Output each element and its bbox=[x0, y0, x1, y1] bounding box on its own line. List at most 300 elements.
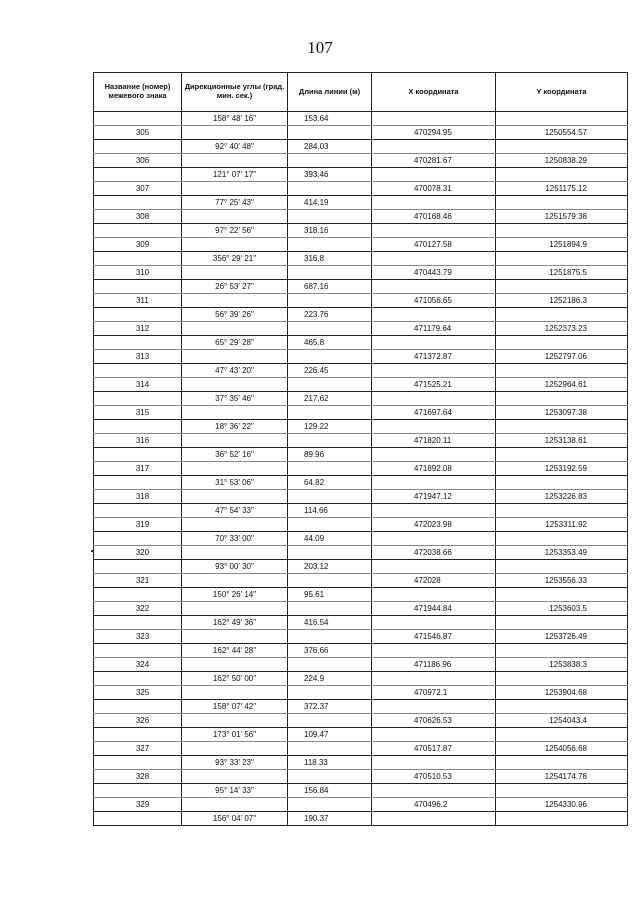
table-row-point bbox=[94, 490, 628, 504]
cell-y: 1251875.5 bbox=[496, 266, 628, 280]
cell-y bbox=[496, 168, 628, 182]
cell-length bbox=[288, 518, 372, 532]
cell-x: 471697.64 bbox=[372, 406, 496, 420]
cell-length: 129.22 bbox=[288, 420, 372, 434]
cell-name bbox=[94, 532, 182, 546]
cell-length: 153.64 bbox=[288, 112, 372, 126]
cell-angle: 173° 01' 56" bbox=[182, 728, 288, 742]
cell-length: 226.45 bbox=[288, 364, 372, 378]
cell-x: 471546.87 bbox=[372, 630, 496, 644]
cell-x bbox=[372, 336, 496, 350]
cell-x: 470078.31 bbox=[372, 182, 496, 196]
cell-length bbox=[288, 574, 372, 588]
table-body bbox=[94, 112, 628, 826]
cell-length bbox=[288, 238, 372, 252]
cell-name bbox=[94, 224, 182, 238]
table-row-segment bbox=[94, 476, 628, 490]
table-row-point bbox=[94, 686, 628, 700]
cell-angle bbox=[182, 546, 288, 560]
cell-y: 1252186.3 bbox=[496, 294, 628, 308]
cell-length bbox=[288, 126, 372, 140]
cell-y bbox=[496, 560, 628, 574]
cell-length: 284.03 bbox=[288, 140, 372, 154]
cell-x: 470281.67 bbox=[372, 154, 496, 168]
cell-y: 1254174.78 bbox=[496, 770, 628, 784]
cell-angle: 36° 52' 16" bbox=[182, 448, 288, 462]
cell-angle bbox=[182, 490, 288, 504]
cell-y: 1251175.12 bbox=[496, 182, 628, 196]
cell-name: 323 bbox=[94, 630, 182, 644]
cell-angle: 47° 43' 20" bbox=[182, 364, 288, 378]
cell-angle bbox=[182, 378, 288, 392]
cell-x: 472028 bbox=[372, 574, 496, 588]
cell-name: 326 bbox=[94, 714, 182, 728]
cell-y: 1253603.5 bbox=[496, 602, 628, 616]
cell-angle: 121° 07' 17" bbox=[182, 168, 288, 182]
cell-length bbox=[288, 350, 372, 364]
header-name: Название (номер) межевого знака bbox=[94, 73, 182, 112]
table-row-segment bbox=[94, 448, 628, 462]
cell-length: 156.84 bbox=[288, 784, 372, 798]
cell-name: 329 bbox=[94, 798, 182, 812]
cell-angle bbox=[182, 798, 288, 812]
cell-angle: 162° 44' 28" bbox=[182, 644, 288, 658]
cell-angle: 95° 14' 33" bbox=[182, 784, 288, 798]
cell-x bbox=[372, 700, 496, 714]
cell-name bbox=[94, 420, 182, 434]
table-row-point bbox=[94, 630, 628, 644]
cell-y bbox=[496, 196, 628, 210]
cell-x: 472023.98 bbox=[372, 518, 496, 532]
cell-name bbox=[94, 560, 182, 574]
cell-x: 470517.87 bbox=[372, 742, 496, 756]
cell-y: 1254056.68 bbox=[496, 742, 628, 756]
cell-length bbox=[288, 798, 372, 812]
cell-x bbox=[372, 168, 496, 182]
cell-x: 470127.58 bbox=[372, 238, 496, 252]
cell-angle bbox=[182, 686, 288, 700]
cell-angle bbox=[182, 210, 288, 224]
cell-name bbox=[94, 756, 182, 770]
cell-name bbox=[94, 364, 182, 378]
cell-angle bbox=[182, 182, 288, 196]
cell-length: 224.9 bbox=[288, 672, 372, 686]
cell-length bbox=[288, 266, 372, 280]
table-row-segment bbox=[94, 784, 628, 798]
cell-x bbox=[372, 644, 496, 658]
table-row-segment bbox=[94, 224, 628, 238]
cell-length: 89.96 bbox=[288, 448, 372, 462]
table-row-segment bbox=[94, 672, 628, 686]
cell-name bbox=[94, 196, 182, 210]
cell-angle bbox=[182, 322, 288, 336]
cell-angle: 18° 36' 22" bbox=[182, 420, 288, 434]
cell-y: 1253838.3 bbox=[496, 658, 628, 672]
table-row-segment bbox=[94, 756, 628, 770]
cell-x bbox=[372, 756, 496, 770]
cell-angle bbox=[182, 658, 288, 672]
cell-name bbox=[94, 504, 182, 518]
cell-name: 313 bbox=[94, 350, 182, 364]
cell-angle: 31° 53' 06" bbox=[182, 476, 288, 490]
cell-length bbox=[288, 714, 372, 728]
cell-name bbox=[94, 252, 182, 266]
cell-y: 1253353.49 bbox=[496, 546, 628, 560]
cell-name: 308 bbox=[94, 210, 182, 224]
table-row-segment bbox=[94, 168, 628, 182]
cell-x: 470294.95 bbox=[372, 126, 496, 140]
cell-length bbox=[288, 210, 372, 224]
cell-y bbox=[496, 532, 628, 546]
cell-name bbox=[94, 784, 182, 798]
cell-angle bbox=[182, 518, 288, 532]
cell-angle: 77° 25' 43" bbox=[182, 196, 288, 210]
cell-angle: 162° 50' 00" bbox=[182, 672, 288, 686]
cell-name: 306 bbox=[94, 154, 182, 168]
cell-name: 318 bbox=[94, 490, 182, 504]
cell-length: 190.37 bbox=[288, 812, 372, 826]
cell-x bbox=[372, 392, 496, 406]
cell-x: 471820.11 bbox=[372, 434, 496, 448]
cell-y bbox=[496, 672, 628, 686]
cell-length: 223.76 bbox=[288, 308, 372, 322]
table-row-point bbox=[94, 462, 628, 476]
cell-y: 1253311.92 bbox=[496, 518, 628, 532]
cell-x: 470496.2 bbox=[372, 798, 496, 812]
cell-x bbox=[372, 476, 496, 490]
cell-y bbox=[496, 364, 628, 378]
cell-angle bbox=[182, 154, 288, 168]
cell-length: 64.82 bbox=[288, 476, 372, 490]
cell-x: 471944.84 bbox=[372, 602, 496, 616]
cell-x bbox=[372, 112, 496, 126]
cell-y bbox=[496, 252, 628, 266]
cell-x: 471186.96 bbox=[372, 658, 496, 672]
cell-name: 317 bbox=[94, 462, 182, 476]
cell-x bbox=[372, 532, 496, 546]
table-row-segment bbox=[94, 532, 628, 546]
cell-angle bbox=[182, 630, 288, 644]
cell-x: 470626.53 bbox=[372, 714, 496, 728]
cell-name: 310 bbox=[94, 266, 182, 280]
table-row-segment bbox=[94, 252, 628, 266]
cell-name bbox=[94, 812, 182, 826]
cell-x: 471372.87 bbox=[372, 350, 496, 364]
cell-x bbox=[372, 784, 496, 798]
table-row-segment bbox=[94, 280, 628, 294]
cell-angle: 93° 33' 23" bbox=[182, 756, 288, 770]
table-row-point bbox=[94, 406, 628, 420]
cell-length bbox=[288, 434, 372, 448]
cell-angle bbox=[182, 714, 288, 728]
table-row-segment bbox=[94, 728, 628, 742]
cell-length: 118.33 bbox=[288, 756, 372, 770]
cell-angle bbox=[182, 406, 288, 420]
cell-length bbox=[288, 490, 372, 504]
table-row-point bbox=[94, 266, 628, 280]
cell-length bbox=[288, 686, 372, 700]
cell-y bbox=[496, 812, 628, 826]
cell-name bbox=[94, 112, 182, 126]
cell-length bbox=[288, 742, 372, 756]
cell-y bbox=[496, 644, 628, 658]
cell-y: 1253097.38 bbox=[496, 406, 628, 420]
cell-x bbox=[372, 252, 496, 266]
cell-length bbox=[288, 770, 372, 784]
cell-name: 315 bbox=[94, 406, 182, 420]
table-row-point bbox=[94, 574, 628, 588]
cell-angle: 65° 29' 28" bbox=[182, 336, 288, 350]
cell-name bbox=[94, 168, 182, 182]
cell-x bbox=[372, 448, 496, 462]
cell-x bbox=[372, 504, 496, 518]
table-row-segment bbox=[94, 336, 628, 350]
cell-length: 316.8 bbox=[288, 252, 372, 266]
cell-x bbox=[372, 280, 496, 294]
cell-length bbox=[288, 322, 372, 336]
cell-angle bbox=[182, 574, 288, 588]
cell-length: 372.37 bbox=[288, 700, 372, 714]
cell-x: 470972.1 bbox=[372, 686, 496, 700]
cell-y bbox=[496, 140, 628, 154]
cell-x bbox=[372, 672, 496, 686]
table-row-point bbox=[94, 714, 628, 728]
cell-name bbox=[94, 672, 182, 686]
cell-angle: 158° 07' 42" bbox=[182, 700, 288, 714]
header-y: Y координата bbox=[496, 73, 628, 112]
table-row-segment bbox=[94, 700, 628, 714]
cell-length bbox=[288, 462, 372, 476]
cell-y: 1254330.96 bbox=[496, 798, 628, 812]
table-row-point bbox=[94, 770, 628, 784]
cell-x: 471056.65 bbox=[372, 294, 496, 308]
cell-y bbox=[496, 476, 628, 490]
cell-y bbox=[496, 392, 628, 406]
cell-angle: 162° 49' 36" bbox=[182, 616, 288, 630]
cell-name bbox=[94, 448, 182, 462]
cell-name bbox=[94, 476, 182, 490]
cell-angle bbox=[182, 294, 288, 308]
table-row-segment bbox=[94, 364, 628, 378]
page-number: 107 bbox=[307, 38, 333, 57]
cell-x: 470510.53 bbox=[372, 770, 496, 784]
cell-y bbox=[496, 224, 628, 238]
cell-angle bbox=[182, 434, 288, 448]
cell-y: 1253192.59 bbox=[496, 462, 628, 476]
cell-name bbox=[94, 336, 182, 350]
table-row-point bbox=[94, 322, 628, 336]
cell-angle bbox=[182, 266, 288, 280]
header-x: X координата bbox=[372, 73, 496, 112]
table-row-point bbox=[94, 798, 628, 812]
boundary-coordinates-table bbox=[93, 72, 628, 826]
table-header-row bbox=[94, 73, 628, 112]
cell-length: 414.19 bbox=[288, 196, 372, 210]
cell-y bbox=[496, 756, 628, 770]
cell-angle: 156° 04' 07" bbox=[182, 812, 288, 826]
cell-name: 319 bbox=[94, 518, 182, 532]
cell-name: 309 bbox=[94, 238, 182, 252]
cell-x bbox=[372, 420, 496, 434]
table-row-segment bbox=[94, 644, 628, 658]
cell-length: 217.62 bbox=[288, 392, 372, 406]
cell-x bbox=[372, 364, 496, 378]
table-row-point bbox=[94, 210, 628, 224]
cell-length: 109.47 bbox=[288, 728, 372, 742]
cell-y: 1252373.23 bbox=[496, 322, 628, 336]
table-row-point bbox=[94, 658, 628, 672]
table-row-point bbox=[94, 742, 628, 756]
cell-y: 1253904.68 bbox=[496, 686, 628, 700]
table-row-segment bbox=[94, 560, 628, 574]
cell-length: 465.8 bbox=[288, 336, 372, 350]
cell-y: 1251579.38 bbox=[496, 210, 628, 224]
cell-name bbox=[94, 140, 182, 154]
cell-angle: 70° 33' 00" bbox=[182, 532, 288, 546]
cell-length: 393.46 bbox=[288, 168, 372, 182]
header-length: Длина линии (м) bbox=[288, 73, 372, 112]
cell-x: 470168.46 bbox=[372, 210, 496, 224]
cell-name bbox=[94, 588, 182, 602]
cell-length bbox=[288, 546, 372, 560]
table-row-segment bbox=[94, 140, 628, 154]
cell-y: 1253556.33 bbox=[496, 574, 628, 588]
cell-y bbox=[496, 784, 628, 798]
cell-angle bbox=[182, 238, 288, 252]
cell-y bbox=[496, 700, 628, 714]
cell-length: 376.66 bbox=[288, 644, 372, 658]
cell-angle: 97° 22' 56" bbox=[182, 224, 288, 238]
cell-y: 1251894.9 bbox=[496, 238, 628, 252]
cell-length: 318.16 bbox=[288, 224, 372, 238]
cell-y bbox=[496, 616, 628, 630]
table-row-point bbox=[94, 154, 628, 168]
cell-angle: 26° 53' 27" bbox=[182, 280, 288, 294]
cell-y bbox=[496, 308, 628, 322]
cell-name: 311 bbox=[94, 294, 182, 308]
cell-y: 1252797.06 bbox=[496, 350, 628, 364]
table-row-segment bbox=[94, 112, 628, 126]
cell-name bbox=[94, 644, 182, 658]
cell-y: 1253138.61 bbox=[496, 434, 628, 448]
cell-name: 321 bbox=[94, 574, 182, 588]
table-row-segment bbox=[94, 196, 628, 210]
cell-angle bbox=[182, 602, 288, 616]
cell-angle: 150° 26' 14" bbox=[182, 588, 288, 602]
cell-length bbox=[288, 378, 372, 392]
cell-y bbox=[496, 420, 628, 434]
cell-name: 320 bbox=[94, 546, 182, 560]
cell-x bbox=[372, 560, 496, 574]
cell-y bbox=[496, 448, 628, 462]
cell-length: 203.12 bbox=[288, 560, 372, 574]
header-angle: Дирекционные углы (град. мин. сек.) bbox=[182, 73, 288, 112]
cell-angle: 47° 54' 33" bbox=[182, 504, 288, 518]
cell-x bbox=[372, 140, 496, 154]
cell-name: 324 bbox=[94, 658, 182, 672]
cell-x: 471525.21 bbox=[372, 378, 496, 392]
cell-y bbox=[496, 112, 628, 126]
cell-y: 1253726.49 bbox=[496, 630, 628, 644]
cell-y bbox=[496, 588, 628, 602]
table-row-point bbox=[94, 378, 628, 392]
cell-length: 687.16 bbox=[288, 280, 372, 294]
cell-x bbox=[372, 616, 496, 630]
cell-y bbox=[496, 504, 628, 518]
cell-name bbox=[94, 728, 182, 742]
cell-name: 307 bbox=[94, 182, 182, 196]
cell-x bbox=[372, 196, 496, 210]
cell-angle: 93° 00' 30" bbox=[182, 560, 288, 574]
cell-name: 314 bbox=[94, 378, 182, 392]
cell-length: 44.09 bbox=[288, 532, 372, 546]
cell-angle bbox=[182, 350, 288, 364]
table-row-segment bbox=[94, 308, 628, 322]
cell-angle: 56° 39' 26" bbox=[182, 308, 288, 322]
cell-length bbox=[288, 294, 372, 308]
cell-x bbox=[372, 308, 496, 322]
table-row-segment bbox=[94, 812, 628, 826]
cell-name bbox=[94, 392, 182, 406]
cell-name: 305 bbox=[94, 126, 182, 140]
cell-x bbox=[372, 588, 496, 602]
cell-x: 470443.79 bbox=[372, 266, 496, 280]
cell-length: 416.54 bbox=[288, 616, 372, 630]
table-row-point bbox=[94, 182, 628, 196]
cell-angle: 37° 35' 46" bbox=[182, 392, 288, 406]
cell-x: 471892.08 bbox=[372, 462, 496, 476]
table-row-segment bbox=[94, 616, 628, 630]
cell-x: 471947.12 bbox=[372, 490, 496, 504]
cell-name: 312 bbox=[94, 322, 182, 336]
table-row-point bbox=[94, 238, 628, 252]
table-row-point bbox=[94, 434, 628, 448]
cell-angle bbox=[182, 126, 288, 140]
cell-y: 1250554.57 bbox=[496, 126, 628, 140]
cell-length bbox=[288, 630, 372, 644]
cell-name: 322 bbox=[94, 602, 182, 616]
cell-length: 114.66 bbox=[288, 504, 372, 518]
table-row-point bbox=[94, 518, 628, 532]
cell-x: 471179.64 bbox=[372, 322, 496, 336]
cell-name: 328 bbox=[94, 770, 182, 784]
cell-y bbox=[496, 336, 628, 350]
table-row-segment bbox=[94, 504, 628, 518]
cell-x bbox=[372, 224, 496, 238]
cell-length bbox=[288, 406, 372, 420]
cell-y bbox=[496, 280, 628, 294]
cell-name bbox=[94, 616, 182, 630]
cell-length bbox=[288, 154, 372, 168]
table-row-point bbox=[94, 126, 628, 140]
cell-name bbox=[94, 700, 182, 714]
cell-name: 325 bbox=[94, 686, 182, 700]
table-row-point bbox=[94, 546, 628, 560]
cell-y: 1250838.29 bbox=[496, 154, 628, 168]
table-row-point bbox=[94, 350, 628, 364]
cell-length: 95.61 bbox=[288, 588, 372, 602]
cell-angle: 92° 40' 48" bbox=[182, 140, 288, 154]
table-row-segment bbox=[94, 392, 628, 406]
cell-length bbox=[288, 182, 372, 196]
cell-name bbox=[94, 308, 182, 322]
cell-y: 1254043.4 bbox=[496, 714, 628, 728]
cell-x bbox=[372, 812, 496, 826]
cell-name: 316 bbox=[94, 434, 182, 448]
cell-x bbox=[372, 728, 496, 742]
cell-name: 327 bbox=[94, 742, 182, 756]
table-row-point bbox=[94, 602, 628, 616]
